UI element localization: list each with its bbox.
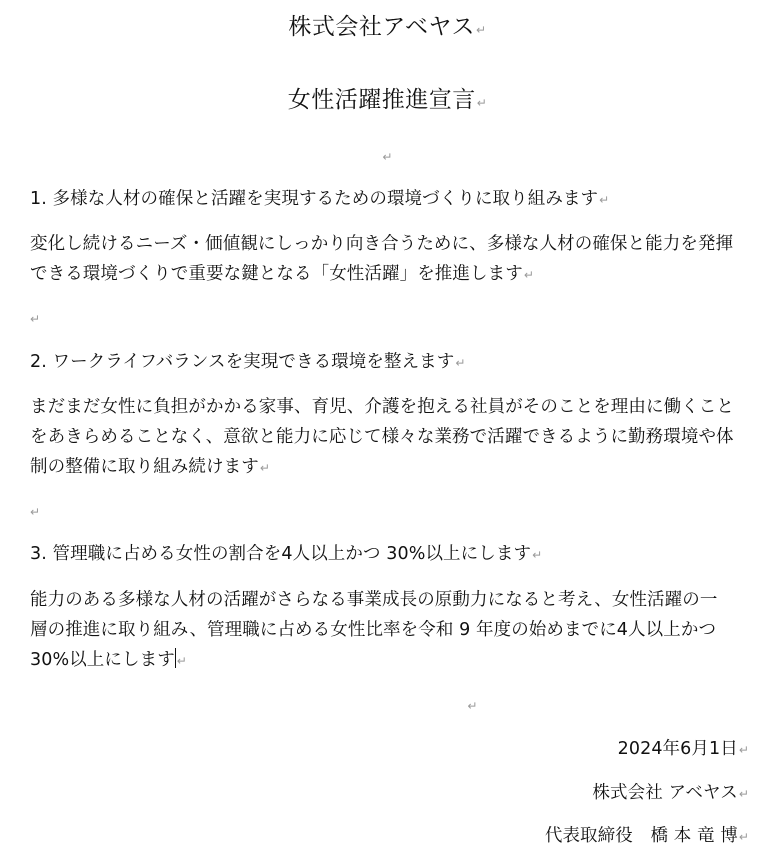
paragraph-mark-icon: ↵	[738, 743, 749, 757]
signature-date: 2024年6月1日↵	[617, 739, 749, 759]
paragraph-mark-icon: ↵	[382, 150, 393, 164]
section-1-heading: 1. 多様な人材の確保と活躍を実現するための環境づくりに取り組みます↵	[30, 189, 610, 209]
section-2-body-line: をあきらめることなく、意欲と能力に応じて様々な業務で活躍できるように勤務環境や体	[30, 427, 734, 447]
section-2-heading: 2. ワークライフバランスを実現できる環境を整えます↵	[30, 352, 466, 372]
paragraph-mark-icon: ↵	[476, 23, 487, 37]
paragraph-mark-icon: ↵	[176, 654, 187, 668]
section-3-heading: 3. 管理職に占める女性の割合を4人以上かつ 30%以上にします↵	[30, 544, 543, 564]
section-3-body-line[interactable]: 30%以上にします ↵	[30, 650, 187, 670]
empty-paragraph	[0, 144, 775, 169]
paragraph-mark-icon: ↵	[30, 312, 41, 326]
section-2-body-line: 制の整備に取り組み続けます↵	[30, 457, 270, 477]
paragraph-mark-icon: ↵	[523, 268, 534, 282]
paragraph-mark-icon: ↵	[467, 699, 478, 713]
section-2-body-line: まだまだ女性に負担がかかる家事、育児、介護を抱える社員がそのことを理由に働くこと	[30, 397, 734, 417]
paragraph-mark-icon: ↵	[455, 356, 466, 370]
company-title: 株式会社アベヤス↵	[288, 14, 487, 40]
paragraph-mark-icon: ↵	[532, 548, 543, 562]
signature-company: 株式会社 アベヤス↵	[592, 783, 749, 803]
signature-representative: 代表取締役 橋 本 竜 博↵	[544, 826, 749, 846]
empty-paragraph	[30, 499, 749, 524]
section-3-body-line: 能力のある多様な人材の活躍がさらなる事業成長の原動力になると考え、女性活躍の一	[30, 590, 718, 610]
paragraph-mark-icon: ↵	[30, 505, 41, 519]
section-1-body-line: できる環境づくりで重要な鍵となる「女性活躍」を推進します↵	[30, 264, 534, 284]
section-1-body-line: 変化し続けるニーズ・価値観にしっかり向き合うために、多様な人材の確保と能力を発揮	[30, 234, 734, 254]
empty-paragraph	[0, 693, 775, 718]
paragraph-mark-icon: ↵	[259, 461, 270, 475]
paragraph-mark-icon: ↵	[738, 787, 749, 801]
paragraph-mark-icon: ↵	[738, 830, 749, 844]
declaration-title: 女性活躍推進宣言↵	[287, 87, 488, 113]
empty-paragraph	[30, 306, 749, 331]
text-cursor	[175, 648, 176, 668]
paragraph-mark-icon: ↵	[599, 193, 610, 207]
paragraph-mark-icon: ↵	[476, 96, 488, 110]
section-3-body-line: 層の推進に取り組み、管理職に占める女性比率を令和 9 年度の始めまでに4人以上かつ	[30, 620, 717, 640]
